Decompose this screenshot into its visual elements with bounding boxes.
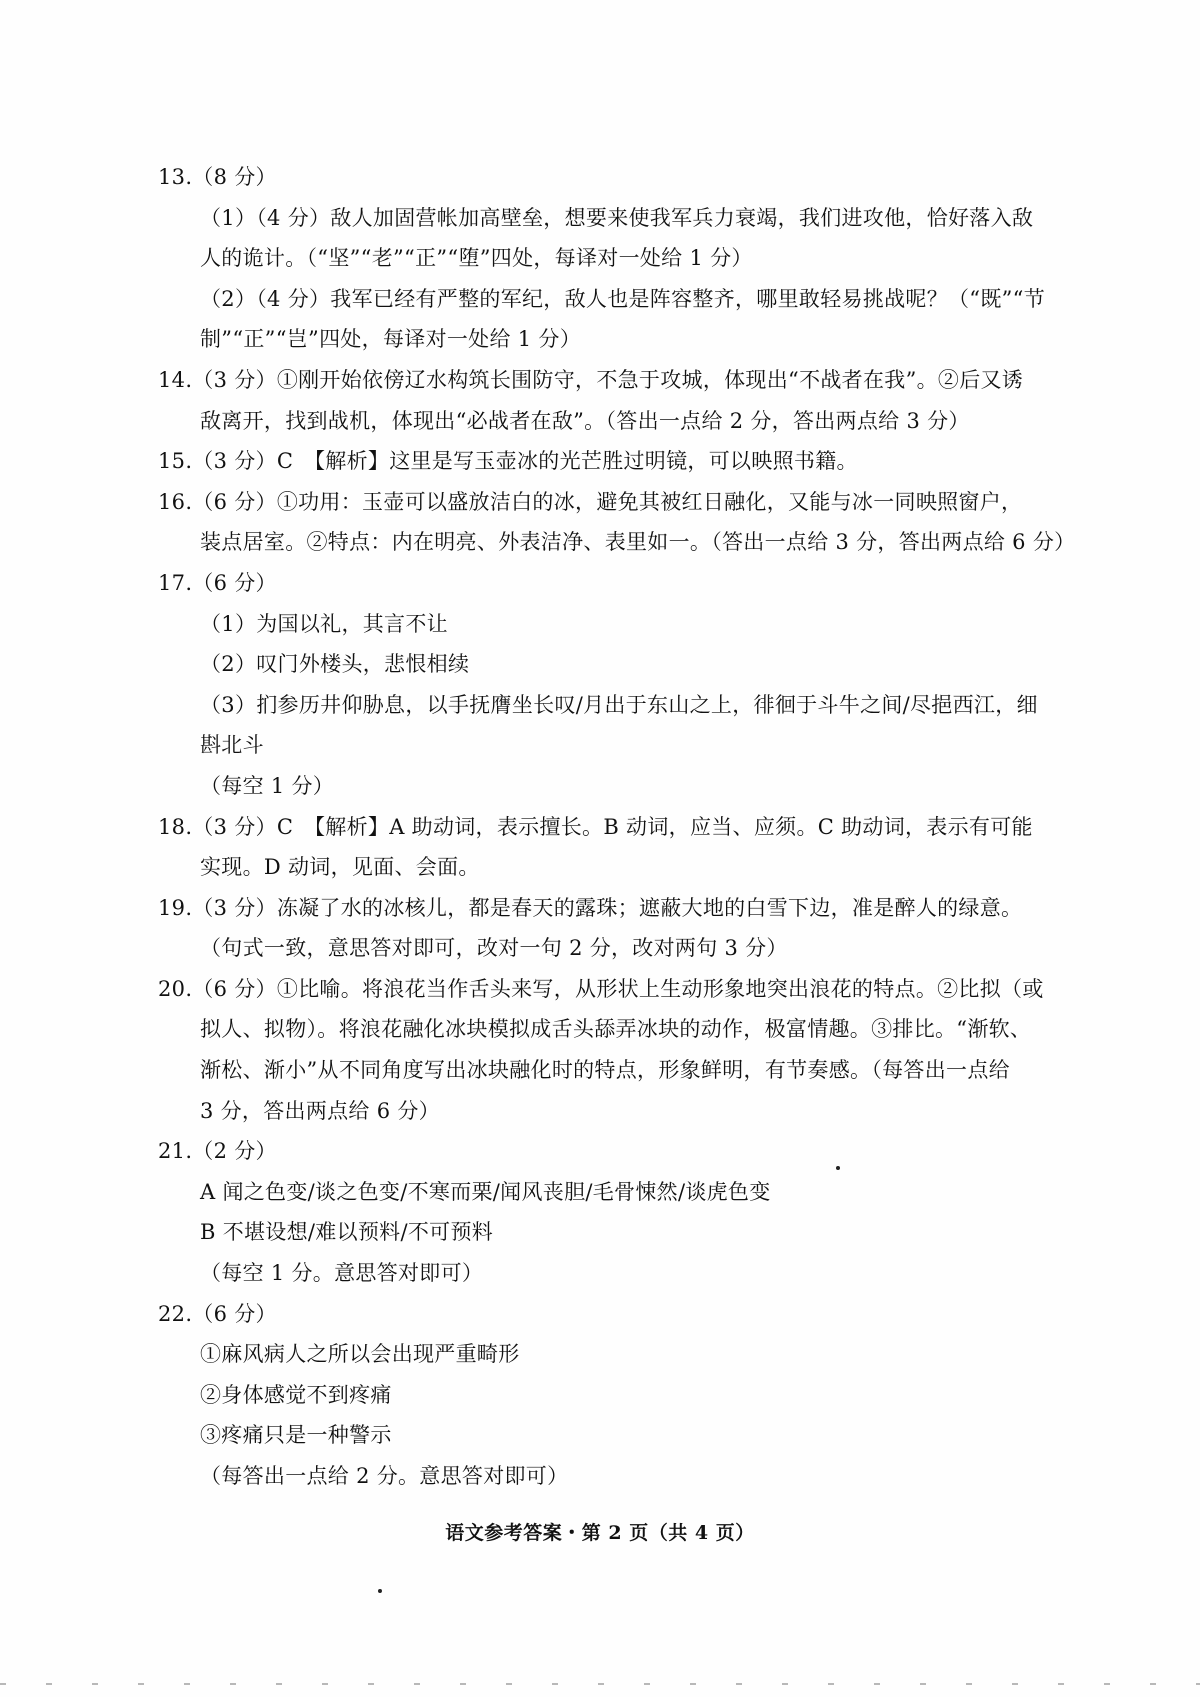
answer-content [158,157,1076,1497]
answer-line: （每答出一点给 2 分。意思答对即可） [200,1464,569,1488]
answer-line: ③疼痛只是一种警示 [200,1423,392,1448]
question-line: 19.（3 分）冻凝了水的冰核儿，都是春天的露珠；遮蔽大地的白雪下边，准是醉人的绿意。 [158,895,1023,920]
answer-line: 装点居室。②特点：内在明亮、外表洁净、表里如一。（答出一点给 3 分，答出两点给 6 分） [200,530,1076,555]
answer-line: 渐松、渐小”从不同角度写出冰块融化时的特点，形象鲜明，有节奏感。（每答出一点给 [200,1058,1010,1083]
answer-line: （2）（4 分）我军已经有严整的军纪，敌人也是阵容整齐，哪里敢轻易挑战呢？（“既”“节 [200,286,1046,311]
question-line: 17.（6 分） [158,570,277,595]
answer-line: （句式一致，意思答对即可，改对一句 2 分，改对两句 3 分） [200,936,788,961]
question-line: 15.（3 分）C 【解析】这里是写玉壶冰的光芒胜过明镜，可以映照书籍。 [158,449,858,474]
question-line: 20.（6 分）①比喻。将浪花当作舌头来写，从形状上生动形象地突出浪花的特点。②比拟（或 [158,976,1044,1001]
answer-line: B 不堪设想/难以预料/不可预料 [200,1220,494,1245]
answer-line: （2）叹门外楼头，悲恨相续 [200,652,470,677]
answer-line: 3 分，答出两点给 6 分） [200,1098,440,1123]
scan-edge-artifact [0,1683,1200,1685]
scan-speck [378,1589,382,1593]
answer-line: ①麻风病人之所以会出现严重畸形 [200,1342,520,1367]
answer-line: （1）为国以礼，其言不让 [200,611,448,636]
question-line: 16.（6 分）①功用：玉壶可以盛放洁白的冰，避免其被红日融化，又能与冰一同映照窗户， [158,489,1023,514]
answer-line: 人的诡计。（“坚”“老”“正”“堕”四处，每译对一处给 1 分） [200,246,753,271]
question-line: 22.（6 分） [158,1301,277,1326]
question-line: 13.（8 分） [158,165,277,189]
answer-line: （1）（4 分）敌人加固营帐加高壁垒，想要来使我军兵力衰竭，我们进攻他，恰好落入敌 [200,205,1034,230]
answer-line: A 闻之色变/谈之色变/不寒而栗/闻风丧胆/毛骨悚然/谈虎色变 [200,1179,771,1204]
question-line: 18.（3 分）C 【解析】A 助动词，表示擅长。B 动词，应当、应须。C 助动词，表示有可能 [158,814,1033,839]
answer-line: 拟人、拟物）。将浪花融化冰块模拟成舌头舔弄冰块的动作，极富情趣。③排比。“渐软、 [200,1017,1032,1042]
page-footer: 语文参考答案・第 2 页（共 4 页） [445,1522,755,1544]
answer-line: 实现。D 动词，见面、会面。 [200,855,480,880]
answer-line: （3）扪参历井仰胁息，以手抚膺坐长叹/月出于东山之上，徘徊于斗牛之间/尽挹西江，细 [200,692,1038,717]
scan-speck [836,1166,840,1170]
question-line: 14.（3 分）①刚开始依傍辽水构筑长围防守，不急于攻城，体现出“不战者在我”。②后又诱 [158,367,1024,392]
answer-line: （每空 1 分） [200,773,335,798]
question-line: 21.（2 分） [158,1139,277,1164]
answer-line: （每空 1 分。意思答对即可） [200,1261,484,1286]
answer-line: 制”“正”“岂”四处，每译对一处给 1 分） [200,327,581,352]
answer-line: ②身体感觉不到疼痛 [200,1382,392,1407]
answer-line: 敌离开，找到战机，体现出“必战者在敌”。（答出一点给 2 分，答出两点给 3 分） [200,408,970,433]
answer-line: 斟北斗 [200,733,264,758]
